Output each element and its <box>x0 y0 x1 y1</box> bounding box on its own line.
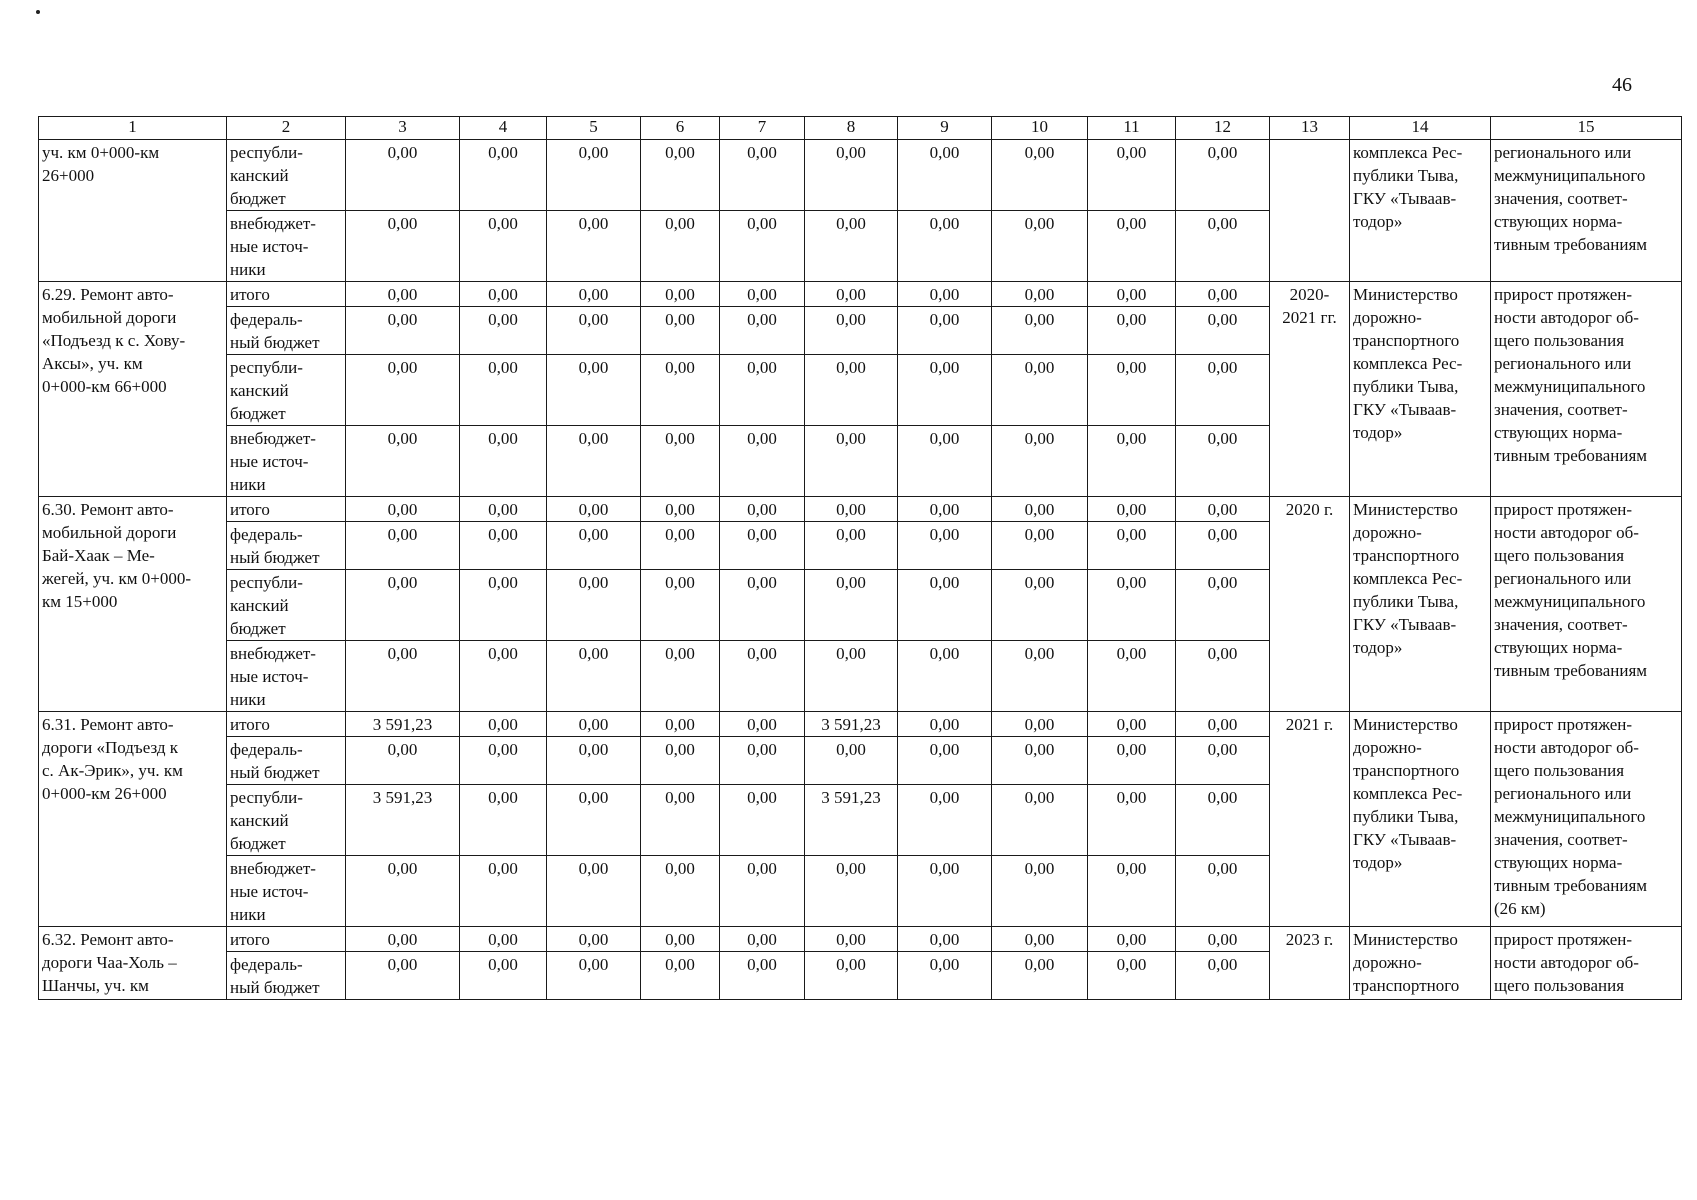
table-row <box>39 927 1682 952</box>
funding-source-cell: внебюджет- ные источ- ники <box>227 211 346 282</box>
amount-cell: 0,00 <box>460 355 547 426</box>
amount-cell: 0,00 <box>547 570 641 641</box>
scan-dot <box>36 10 40 14</box>
amount-cell: 0,00 <box>547 712 641 737</box>
amount-cell: 0,00 <box>346 497 460 522</box>
amount-cell: 0,00 <box>1176 282 1270 307</box>
amount-cell: 0,00 <box>1176 140 1270 211</box>
amount-cell: 0,00 <box>992 140 1088 211</box>
amount-cell: 0,00 <box>1088 426 1176 497</box>
amount-cell: 0,00 <box>720 737 805 785</box>
amount-cell: 0,00 <box>641 712 720 737</box>
column-number: 8 <box>805 117 898 140</box>
period-cell: 2020- 2021 гг. <box>1270 282 1350 497</box>
amount-cell: 0,00 <box>1088 307 1176 355</box>
amount-cell: 3 591,23 <box>346 785 460 856</box>
amount-cell: 0,00 <box>992 522 1088 570</box>
amount-cell: 0,00 <box>992 641 1088 712</box>
executor-cell: Министерство дорожно- транспортного комплекса Рес- публики Тыва, ГКУ «Тываав- тодор» <box>1350 497 1491 712</box>
amount-cell: 0,00 <box>992 211 1088 282</box>
funding-source-cell: итого <box>227 282 346 307</box>
funding-source-cell: федераль- ный бюджет <box>227 307 346 355</box>
amount-cell: 0,00 <box>720 570 805 641</box>
amount-cell: 0,00 <box>898 497 992 522</box>
amount-cell: 0,00 <box>1088 282 1176 307</box>
amount-cell: 0,00 <box>547 927 641 952</box>
period-cell: 2020 г. <box>1270 497 1350 712</box>
amount-cell: 0,00 <box>805 641 898 712</box>
amount-cell: 0,00 <box>720 927 805 952</box>
table-row <box>39 712 1682 737</box>
amount-cell: 0,00 <box>1176 211 1270 282</box>
amount-cell: 0,00 <box>1088 712 1176 737</box>
amount-cell: 0,00 <box>720 522 805 570</box>
amount-cell: 0,00 <box>1176 641 1270 712</box>
amount-cell: 0,00 <box>1088 952 1176 1000</box>
amount-cell: 0,00 <box>346 570 460 641</box>
amount-cell: 0,00 <box>898 712 992 737</box>
result-cell: регионального или межмуниципального значения, соответ- ствующих норма- тивным требованиям <box>1491 140 1682 282</box>
executor-cell: Министерство дорожно- транспортного комплекса Рес- публики Тыва, ГКУ «Тываав- тодор» <box>1350 282 1491 497</box>
amount-cell: 0,00 <box>805 140 898 211</box>
amount-cell: 0,00 <box>898 785 992 856</box>
amount-cell: 0,00 <box>898 952 992 1000</box>
amount-cell: 0,00 <box>346 737 460 785</box>
amount-cell: 0,00 <box>346 140 460 211</box>
amount-cell: 0,00 <box>460 641 547 712</box>
amount-cell: 0,00 <box>1088 927 1176 952</box>
amount-cell: 0,00 <box>992 282 1088 307</box>
funding-source-cell: внебюджет- ные источ- ники <box>227 426 346 497</box>
amount-cell: 0,00 <box>992 355 1088 426</box>
executor-cell: комплекса Рес- публики Тыва, ГКУ «Тываав- тодор» <box>1350 140 1491 282</box>
period-cell <box>1270 140 1350 282</box>
column-number: 14 <box>1350 117 1491 140</box>
amount-cell: 0,00 <box>992 497 1088 522</box>
result-cell: прирост протяжен- ности автодорог об- щего пользования регионального или межмуниципального значения, соответ- ствующих норма- тивным требованиям <box>1491 497 1682 712</box>
amount-cell: 0,00 <box>346 211 460 282</box>
amount-cell: 3 591,23 <box>805 785 898 856</box>
amount-cell: 0,00 <box>898 426 992 497</box>
amount-cell: 0,00 <box>547 307 641 355</box>
amount-cell: 0,00 <box>720 952 805 1000</box>
amount-cell: 0,00 <box>805 522 898 570</box>
amount-cell: 0,00 <box>1176 307 1270 355</box>
amount-cell: 0,00 <box>1176 426 1270 497</box>
column-number: 15 <box>1491 117 1682 140</box>
amount-cell: 0,00 <box>460 307 547 355</box>
amount-cell: 0,00 <box>460 497 547 522</box>
amount-cell: 0,00 <box>1176 497 1270 522</box>
column-number: 12 <box>1176 117 1270 140</box>
amount-cell: 0,00 <box>460 211 547 282</box>
amount-cell: 0,00 <box>805 282 898 307</box>
amount-cell: 0,00 <box>992 570 1088 641</box>
column-number: 10 <box>992 117 1088 140</box>
executor-cell: Министерство дорожно- транспортного комплекса Рес- публики Тыва, ГКУ «Тываав- тодор» <box>1350 712 1491 927</box>
column-number: 4 <box>460 117 547 140</box>
period-cell: 2021 г. <box>1270 712 1350 927</box>
amount-cell: 0,00 <box>805 856 898 927</box>
amount-cell: 0,00 <box>1088 856 1176 927</box>
result-cell: прирост протяжен- ности автодорог об- щего пользования регионального или межмуниципального значения, соответ- ствующих норма- тивным требованиям <box>1491 282 1682 497</box>
amount-cell: 0,00 <box>805 307 898 355</box>
amount-cell: 0,00 <box>547 641 641 712</box>
amount-cell: 0,00 <box>641 785 720 856</box>
amount-cell: 0,00 <box>898 355 992 426</box>
amount-cell: 0,00 <box>346 522 460 570</box>
amount-cell: 0,00 <box>1176 927 1270 952</box>
amount-cell: 0,00 <box>720 785 805 856</box>
amount-cell: 0,00 <box>547 737 641 785</box>
amount-cell: 0,00 <box>1088 522 1176 570</box>
amount-cell: 0,00 <box>1088 497 1176 522</box>
funding-source-cell: федераль- ный бюджет <box>227 952 346 1000</box>
amount-cell: 0,00 <box>720 426 805 497</box>
funding-source-cell: федераль- ный бюджет <box>227 522 346 570</box>
amount-cell: 0,00 <box>346 856 460 927</box>
amount-cell: 0,00 <box>460 856 547 927</box>
column-number: 13 <box>1270 117 1350 140</box>
measure-name-cell: 6.30. Ремонт авто- мобильной дороги Бай-Хаак – Ме- жегей, уч. км 0+000- км 15+000 <box>39 497 227 712</box>
amount-cell: 0,00 <box>1088 570 1176 641</box>
amount-cell: 0,00 <box>1088 785 1176 856</box>
amount-cell: 0,00 <box>1088 737 1176 785</box>
amount-cell: 0,00 <box>992 856 1088 927</box>
amount-cell: 0,00 <box>992 426 1088 497</box>
amount-cell: 0,00 <box>547 785 641 856</box>
amount-cell: 0,00 <box>460 570 547 641</box>
amount-cell: 0,00 <box>547 952 641 1000</box>
amount-cell: 0,00 <box>805 570 898 641</box>
amount-cell: 0,00 <box>898 641 992 712</box>
column-number-row <box>39 117 1682 140</box>
program-table <box>38 116 1682 1000</box>
amount-cell: 0,00 <box>898 307 992 355</box>
amount-cell: 0,00 <box>1176 570 1270 641</box>
amount-cell: 0,00 <box>547 497 641 522</box>
amount-cell: 0,00 <box>460 522 547 570</box>
amount-cell: 0,00 <box>720 307 805 355</box>
amount-cell: 0,00 <box>346 641 460 712</box>
amount-cell: 0,00 <box>1176 522 1270 570</box>
amount-cell: 0,00 <box>720 355 805 426</box>
amount-cell: 0,00 <box>460 140 547 211</box>
amount-cell: 0,00 <box>460 426 547 497</box>
amount-cell: 0,00 <box>460 282 547 307</box>
column-number: 3 <box>346 117 460 140</box>
column-number: 11 <box>1088 117 1176 140</box>
amount-cell: 0,00 <box>1176 355 1270 426</box>
amount-cell: 0,00 <box>346 426 460 497</box>
column-number: 2 <box>227 117 346 140</box>
amount-cell: 0,00 <box>641 355 720 426</box>
amount-cell: 0,00 <box>641 307 720 355</box>
amount-cell: 0,00 <box>547 211 641 282</box>
amount-cell: 0,00 <box>1088 641 1176 712</box>
amount-cell: 0,00 <box>1176 785 1270 856</box>
amount-cell: 0,00 <box>992 952 1088 1000</box>
column-number: 9 <box>898 117 992 140</box>
amount-cell: 0,00 <box>346 307 460 355</box>
funding-source-cell: республи- канский бюджет <box>227 355 346 426</box>
amount-cell: 0,00 <box>641 282 720 307</box>
amount-cell: 0,00 <box>346 282 460 307</box>
amount-cell: 0,00 <box>992 927 1088 952</box>
amount-cell: 0,00 <box>805 927 898 952</box>
amount-cell: 0,00 <box>805 952 898 1000</box>
measure-name-cell: 6.31. Ремонт авто- дороги «Подъезд к с. Ак-Эрик», уч. км 0+000-км 26+000 <box>39 712 227 927</box>
amount-cell: 0,00 <box>992 712 1088 737</box>
page-number: 46 <box>1612 74 1632 96</box>
amount-cell: 0,00 <box>805 355 898 426</box>
amount-cell: 0,00 <box>720 712 805 737</box>
column-number: 5 <box>547 117 641 140</box>
amount-cell: 0,00 <box>641 641 720 712</box>
amount-cell: 0,00 <box>1088 140 1176 211</box>
amount-cell: 3 591,23 <box>346 712 460 737</box>
amount-cell: 0,00 <box>547 355 641 426</box>
amount-cell: 0,00 <box>547 282 641 307</box>
column-number: 1 <box>39 117 227 140</box>
amount-cell: 0,00 <box>346 952 460 1000</box>
column-number: 6 <box>641 117 720 140</box>
amount-cell: 0,00 <box>460 927 547 952</box>
amount-cell: 0,00 <box>720 282 805 307</box>
amount-cell: 0,00 <box>1176 952 1270 1000</box>
amount-cell: 0,00 <box>898 737 992 785</box>
funding-source-cell: итого <box>227 927 346 952</box>
funding-source-cell: итого <box>227 712 346 737</box>
funding-source-cell: внебюджет- ные источ- ники <box>227 641 346 712</box>
measure-name-cell: 6.29. Ремонт авто- мобильной дороги «Подъезд к с. Хову- Аксы», уч. км 0+000-км 66+000 <box>39 282 227 497</box>
amount-cell: 0,00 <box>641 927 720 952</box>
executor-cell: Министерство дорожно- транспортного <box>1350 927 1491 1000</box>
amount-cell: 0,00 <box>992 307 1088 355</box>
amount-cell: 0,00 <box>805 737 898 785</box>
funding-source-cell: итого <box>227 497 346 522</box>
funding-source-cell: республи- канский бюджет <box>227 570 346 641</box>
amount-cell: 0,00 <box>641 856 720 927</box>
result-cell: прирост протяжен- ности автодорог об- щего пользования регионального или межмуниципального значения, соответ- ствующих норма- тивным требованиям (26 км) <box>1491 712 1682 927</box>
amount-cell: 0,00 <box>898 211 992 282</box>
table-row <box>39 282 1682 307</box>
amount-cell: 0,00 <box>641 570 720 641</box>
amount-cell: 0,00 <box>898 140 992 211</box>
amount-cell: 0,00 <box>641 140 720 211</box>
amount-cell: 0,00 <box>898 570 992 641</box>
amount-cell: 0,00 <box>641 737 720 785</box>
table-row <box>39 140 1682 211</box>
amount-cell: 0,00 <box>805 497 898 522</box>
measure-name-cell: уч. км 0+000-км 26+000 <box>39 140 227 282</box>
amount-cell: 0,00 <box>346 355 460 426</box>
funding-source-cell: федераль- ный бюджет <box>227 737 346 785</box>
amount-cell: 0,00 <box>898 522 992 570</box>
amount-cell: 0,00 <box>720 641 805 712</box>
amount-cell: 0,00 <box>720 856 805 927</box>
amount-cell: 0,00 <box>1176 712 1270 737</box>
amount-cell: 0,00 <box>641 211 720 282</box>
amount-cell: 0,00 <box>720 497 805 522</box>
amount-cell: 0,00 <box>1176 856 1270 927</box>
amount-cell: 0,00 <box>641 497 720 522</box>
amount-cell: 3 591,23 <box>805 712 898 737</box>
result-cell: прирост протяжен- ности автодорог об- щего пользования <box>1491 927 1682 1000</box>
table-row <box>39 497 1682 522</box>
amount-cell: 0,00 <box>641 522 720 570</box>
amount-cell: 0,00 <box>898 927 992 952</box>
amount-cell: 0,00 <box>805 211 898 282</box>
amount-cell: 0,00 <box>547 522 641 570</box>
amount-cell: 0,00 <box>641 952 720 1000</box>
amount-cell: 0,00 <box>547 140 641 211</box>
amount-cell: 0,00 <box>547 856 641 927</box>
amount-cell: 0,00 <box>460 952 547 1000</box>
funding-source-cell: республи- канский бюджет <box>227 140 346 211</box>
amount-cell: 0,00 <box>1088 211 1176 282</box>
amount-cell: 0,00 <box>346 927 460 952</box>
amount-cell: 0,00 <box>898 282 992 307</box>
funding-source-cell: внебюджет- ные источ- ники <box>227 856 346 927</box>
amount-cell: 0,00 <box>805 426 898 497</box>
amount-cell: 0,00 <box>460 712 547 737</box>
amount-cell: 0,00 <box>547 426 641 497</box>
amount-cell: 0,00 <box>898 856 992 927</box>
period-cell: 2023 г. <box>1270 927 1350 1000</box>
amount-cell: 0,00 <box>992 737 1088 785</box>
amount-cell: 0,00 <box>720 211 805 282</box>
amount-cell: 0,00 <box>1088 355 1176 426</box>
amount-cell: 0,00 <box>641 426 720 497</box>
amount-cell: 0,00 <box>720 140 805 211</box>
amount-cell: 0,00 <box>460 785 547 856</box>
amount-cell: 0,00 <box>460 737 547 785</box>
column-number: 7 <box>720 117 805 140</box>
amount-cell: 0,00 <box>992 785 1088 856</box>
measure-name-cell: 6.32. Ремонт авто- дороги Чаа-Холь – Шанчы, уч. км <box>39 927 227 1000</box>
funding-source-cell: республи- канский бюджет <box>227 785 346 856</box>
table-body <box>39 117 1682 1000</box>
amount-cell: 0,00 <box>1176 737 1270 785</box>
